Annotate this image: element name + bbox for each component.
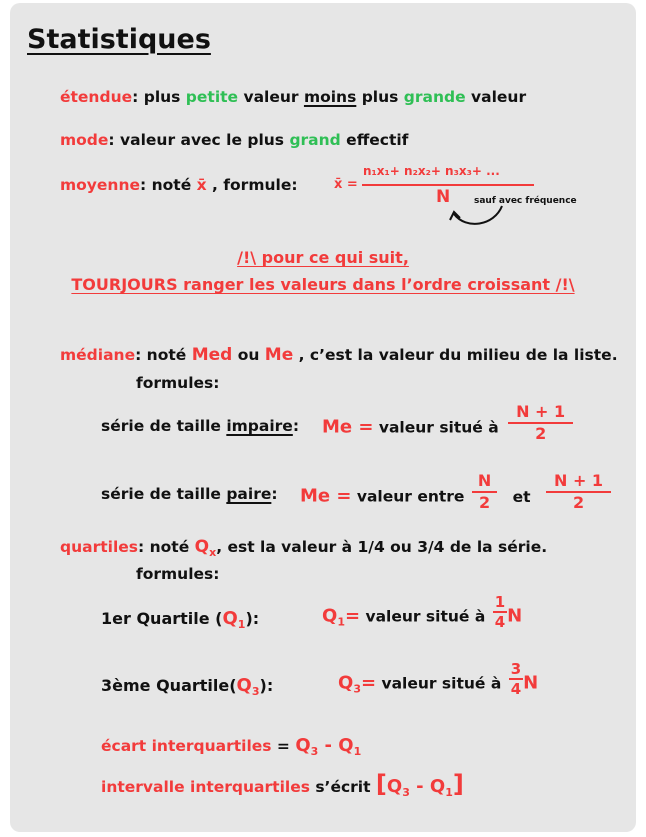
intervalle-minus: - <box>409 776 430 797</box>
moyenne-text-2: , formule: <box>206 176 298 194</box>
impaire-word: impaire <box>226 417 293 435</box>
impaire-text: valeur situé à <box>373 418 499 437</box>
moyenne-definition <box>60 176 298 194</box>
q1-fraction <box>493 594 507 630</box>
ecart-eq: = <box>271 737 296 755</box>
q3-text: valeur situé à <box>376 674 502 693</box>
q3-formula-sub: 3 <box>353 682 361 696</box>
mode-definition <box>60 131 408 149</box>
q3-q: Q <box>236 675 252 696</box>
ecart-sub1: 1 <box>353 745 362 759</box>
paire-num-1: N <box>472 472 497 493</box>
quartiles-definition <box>60 537 547 559</box>
q1-den: 4 <box>494 613 506 631</box>
q1-formula-q: Q <box>322 605 338 627</box>
quartiles-q: Q <box>194 537 210 557</box>
intervalle-interquartiles <box>101 770 464 799</box>
mediane-text-2: , c’est la valeur du milieu de la liste. <box>293 346 618 364</box>
paire-num-2: N + 1 <box>546 472 611 493</box>
moyenne-fraction-bar <box>362 184 534 186</box>
q1-text: valeur situé à <box>360 607 486 626</box>
paire-me-eq: Me = <box>300 485 352 507</box>
paire-fraction-2 <box>546 472 611 512</box>
quartiles-text-2: , est la valeur à 1/4 ou 3/4 de la série. <box>216 538 548 556</box>
q3-num: 3 <box>510 660 522 678</box>
mediane-formules-label: formules: <box>136 374 220 392</box>
moyenne-lhs: x̄ = <box>334 177 358 192</box>
paire-prefix: série de taille <box>101 485 227 503</box>
paire-word: paire <box>226 485 272 503</box>
intervalle-text: s’écrit <box>309 778 376 796</box>
q3-eq: = <box>360 672 377 694</box>
q1-num: 1 <box>494 593 506 611</box>
ecart-sub3: 3 <box>310 745 319 759</box>
q3-den: 4 <box>510 680 522 698</box>
paire-suffix: : <box>271 485 278 503</box>
etendue-petite: petite <box>185 88 239 106</box>
paire-text: valeur entre <box>351 487 465 506</box>
impaire-fraction <box>508 403 573 443</box>
mediane-med: Med <box>191 345 233 365</box>
q1-close: ): <box>245 609 260 628</box>
etendue-text-3: plus <box>356 88 404 106</box>
mode-term: mode <box>60 131 109 149</box>
warning-line-2: TOURJOURS ranger les valeurs dans l’ordre croissant /!\ <box>71 275 575 294</box>
impaire-num: N + 1 <box>508 403 573 424</box>
etendue-definition <box>60 88 526 106</box>
etendue-text-1: : plus <box>132 88 186 106</box>
mediane-definition <box>60 345 618 365</box>
etendue-moins: moins <box>303 88 357 106</box>
q3-close: ): <box>259 676 274 695</box>
mediane-text-1: : noté <box>135 346 192 364</box>
q3-label <box>101 675 273 698</box>
paire-den-2: 2 <box>572 493 585 512</box>
impaire-me-eq: Me = <box>322 416 374 438</box>
ecart-q3: Q <box>295 735 311 756</box>
mediane-paire-label <box>101 485 278 503</box>
q1-eq: = <box>344 605 361 627</box>
paire-et: et <box>512 487 531 506</box>
etendue-term: étendue <box>60 88 133 106</box>
q1-label <box>101 608 259 631</box>
q3-n: N <box>523 672 539 694</box>
intervalle-q3: Q <box>386 776 403 797</box>
mediane-term: médiane <box>60 346 136 364</box>
moyenne-note: sauf avec fréquence <box>474 196 577 206</box>
intervalle-close-bracket: ] <box>452 770 464 798</box>
paire-fraction-1 <box>472 472 497 512</box>
q1-label-text: 1er Quartile ( <box>101 609 223 628</box>
q1-formula <box>322 593 523 631</box>
q3-formula <box>338 660 539 698</box>
intervalle-q1: Q <box>429 776 446 797</box>
moyenne-denominator: N <box>436 187 451 207</box>
q3-formula-q: Q <box>338 672 354 694</box>
mode-text-1: : valeur avec le plus <box>108 131 290 149</box>
intervalle-label: intervalle interquartiles <box>101 778 310 796</box>
moyenne-symbol: x̄ <box>196 176 207 194</box>
etendue-text-4: valeur <box>465 88 527 106</box>
etendue-text-2: valeur <box>238 88 304 106</box>
impaire-prefix: série de taille <box>101 417 227 435</box>
page-title: Statistiques <box>27 24 211 55</box>
intervalle-open-bracket: [ <box>375 770 387 798</box>
impaire-den: 2 <box>535 424 547 443</box>
ecart-minus: - <box>318 735 339 756</box>
mediane-me: Me <box>264 345 294 365</box>
mediane-impaire-formula <box>322 402 573 443</box>
mediane-impaire-label <box>101 417 299 435</box>
moyenne-numerator: n₁x₁+ n₂x₂+ n₃x₃+ ... <box>363 164 500 178</box>
curved-arrow-icon <box>446 200 506 232</box>
quartiles-text-1: : noté <box>138 538 195 556</box>
impaire-suffix: : <box>292 417 300 435</box>
ecart-label: écart interquartiles <box>101 737 272 755</box>
intervalle-sub3: 3 <box>402 786 410 800</box>
q1-q: Q <box>222 608 238 629</box>
mode-text-2: effectif <box>340 131 409 149</box>
intervalle-sub1: 1 <box>445 786 453 800</box>
quartiles-term: quartiles <box>60 538 139 556</box>
moyenne-term: moyenne <box>60 176 140 194</box>
etendue-grande: grande <box>403 88 466 106</box>
q3-fraction <box>509 661 523 697</box>
quartiles-formules-label: formules: <box>136 565 220 583</box>
mediane-paire-formula <box>300 471 611 512</box>
quartiles-q-sub: x <box>209 546 217 560</box>
q1-sub: 1 <box>237 618 246 632</box>
mediane-ou: ou <box>232 346 265 364</box>
mode-grand: grand <box>289 131 341 149</box>
q1-n: N <box>507 605 523 627</box>
paire-den-1: 2 <box>478 493 491 512</box>
q3-label-text: 3ème Quartile( <box>101 676 237 695</box>
warning-line-1: /!\ pour ce qui suit, <box>237 248 409 267</box>
moyenne-text-1: : noté <box>140 176 197 194</box>
q3-sub: 3 <box>251 685 260 699</box>
q1-formula-sub: 1 <box>337 615 345 629</box>
ecart-interquartiles <box>101 735 361 758</box>
ecart-q1: Q <box>338 735 354 756</box>
